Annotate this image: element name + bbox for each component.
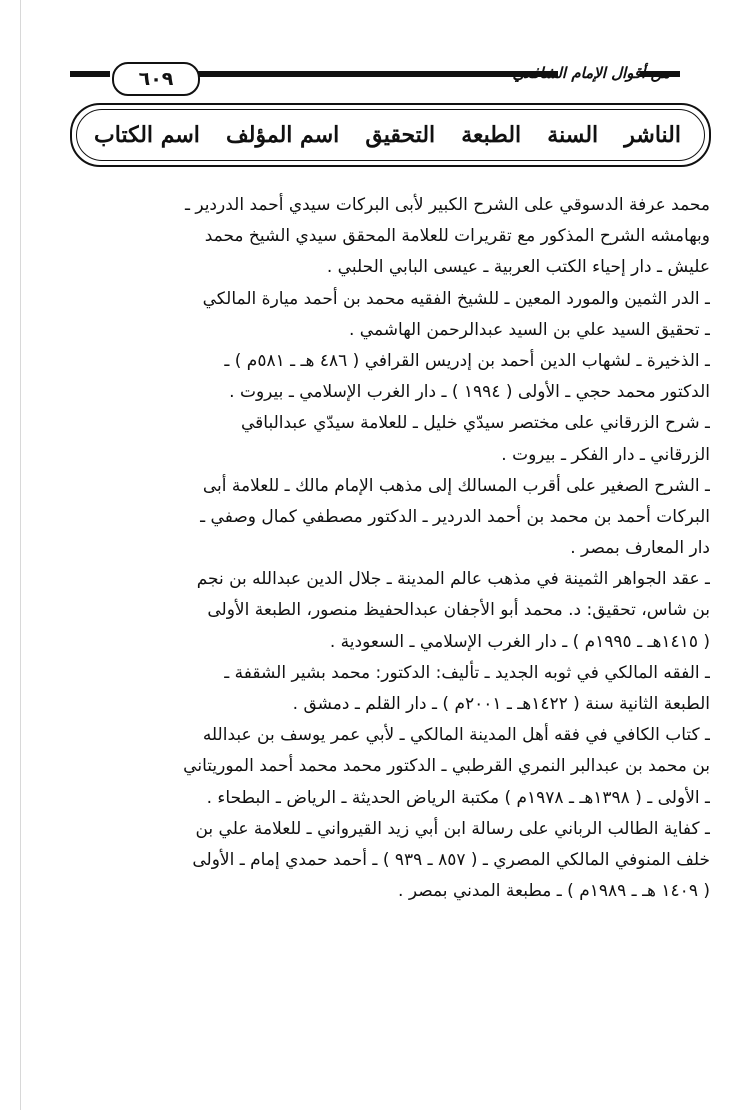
column-book-name: اسم الكتاب (94, 122, 200, 148)
text-line: ـ الأولى ـ ( ١٣٩٨هـ ـ ١٩٧٨م ) مكتبة الرياض الحديثة ـ الرياض ـ البطحاء . (206, 787, 710, 808)
running-title: من أقوال الإمام الشافعي (512, 64, 670, 82)
header-rule-middle (198, 71, 558, 77)
text-line: بن شاس، تحقيق: د. محمد أبو الأجفان عبدالحفيظ منصور، الطبعة الأولى (207, 600, 710, 621)
text-line: الطبعة الثانية سنة ( ١٤٢٢هـ ـ ٢٠٠١م ) ـ دار القلم ـ دمشق . (292, 694, 710, 714)
text-line: ـ تحقيق السيد علي بن السيد عبدالرحمن الهاشمي . (348, 319, 710, 340)
text-line: ـ عقد الجواهر الثمينة في مذهب عالم المدينة ـ جلال الدين عبدالله بن نجم (196, 569, 710, 590)
text-line: ـ الفقه المالكي في ثوبه الجديد ـ تأليف: الدكتور: محمد بشير الشقفة ـ (224, 662, 710, 683)
column-edition: الطبعة (461, 122, 522, 148)
bibliography-text (75, 190, 710, 907)
text-line: الزرقاني ـ دار الفكر ـ بيروت . (501, 444, 710, 465)
text-line: ـ الذخيرة ـ لشهاب الدين أحمد بن إدريس القرافي ( ٤٨٦ هـ ـ ٥٨١م ) ـ (224, 350, 710, 371)
header-rule-left (70, 71, 110, 77)
page-header (70, 62, 710, 98)
text-line: ـ كتاب الكافي في فقه أهل المدينة المالكي ـ لأبي عمر يوسف بن عبدالله (202, 725, 710, 746)
text-line: ( ١٤١٥هـ ـ ١٩٩٥م ) ـ دار الغرب الإسلامي ـ السعودية . (329, 631, 710, 652)
text-line: دار المعارف بمصر . (570, 538, 710, 559)
text-line: خلف المنوفي المالكي المصري ـ ( ٨٥٧ ـ ٩٣٩ ) ـ أحمد حمدي إمام ـ الأولى (192, 849, 710, 870)
text-line: محمد عرفة الدسوقي على الشرح الكبير لأبى البركات سيدي أحمد الدردير ـ (184, 195, 710, 215)
text-line: ـ الدر الثمين والمورد المعين ـ للشيخ الفقيه محمد بن أحمد ميارة المالكي (202, 288, 710, 309)
column-author-name: اسم المؤلف (226, 122, 340, 148)
text-line: ـ شرح الزرقاني على مختصر سيدّي خليل ـ للعلامة سيدّي عبدالباقي (241, 413, 710, 434)
text-line: بن محمد بن عبدالبر النمري القرطبي ـ الدكتور محمد محمد أحمد الموريتاني (183, 756, 710, 777)
page-number: ٦٠٩ (112, 62, 200, 96)
text-line: الدكتور محمد حجي ـ الأولى ( ١٩٩٤ ) ـ دار الغرب الإسلامي ـ بيروت . (229, 382, 710, 403)
bibliography-columns-header (70, 103, 711, 167)
column-publisher: الناشر (624, 122, 681, 148)
scan-margin-line (20, 0, 21, 1110)
text-line: ـ الشرح الصغير على أقرب المسالك إلى مذهب الإمام مالك ـ للعلامة أبى (202, 475, 710, 496)
text-line: البركات أحمد بن محمد بن أحمد الدردير ـ الدكتور مصطفي كمال وصفي ـ (200, 506, 710, 527)
text-line: عليش ـ دار إحياء الكتب العربية ـ عيسى البابي الحلبي . (326, 257, 710, 278)
text-line: ( ١٤٠٩ هـ ـ ١٩٨٩م ) ـ مطبعة المدني بمصر . (398, 881, 710, 902)
text-line: وبهامشه الشرح المذكور مع تقريرات للعلامة المحقق سيدي الشيخ محمد (204, 226, 710, 247)
column-year: السنة (547, 122, 599, 148)
text-line: ـ كفاية الطالب الرباني على رسالة ابن أبي زيد القيرواني ـ للعلامة علي بن (195, 818, 710, 839)
column-editor: التحقيق (365, 122, 436, 148)
